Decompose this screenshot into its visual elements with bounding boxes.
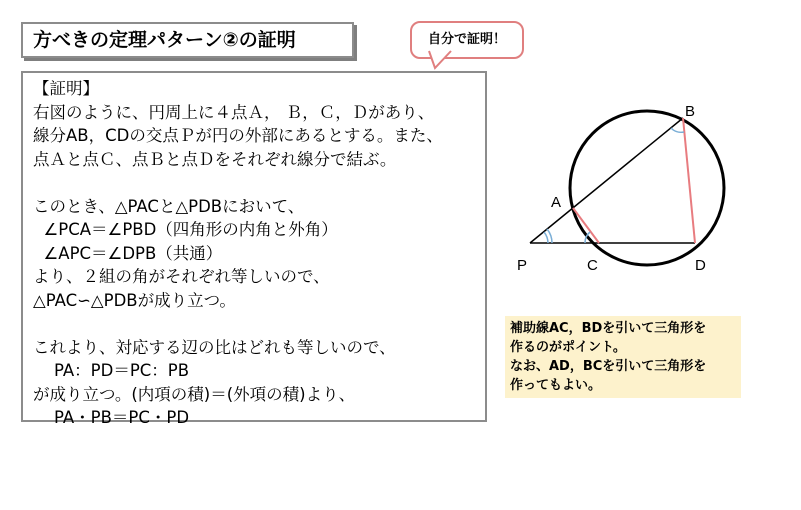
note-line: 作ってもよい。 [510, 378, 602, 393]
proof-line [33, 312, 485, 336]
proof-line: △PAC∽△PDBが成り立つ。 [33, 290, 236, 310]
proof-line: 点Ａと点Ｃ、点Ｂと点Ｄをそれぞれ線分で結ぶ。 [33, 149, 397, 169]
page-title: 方べきの定理パターン②の証明 [21, 22, 354, 58]
callout-bubble: 自分で証明！ [410, 21, 524, 59]
angle-mark-b [671, 128, 684, 132]
label-p: P [517, 257, 528, 274]
proof-line: PA：PD＝PC：PB [33, 361, 190, 380]
secant-pb [530, 118, 683, 243]
note-line: 補助線AC，BDを引いて三角形を [510, 321, 707, 336]
note-line: 作るのがポイント。 [510, 340, 626, 355]
proof-line: このとき、△PACと△PDBにおいて、 [33, 196, 305, 216]
proof-line: 【証明】 [33, 79, 99, 98]
angle-mark-p-inner [544, 232, 548, 243]
proof-box [21, 71, 487, 427]
callout-tail [425, 50, 455, 70]
label-a: A [551, 194, 562, 211]
proof-line: ∠APC＝∠DPB（共通） [33, 243, 223, 263]
proof-line [33, 171, 485, 195]
proof-line: 右図のように、円周上に４点Ａ， Ｂ，Ｃ，Ｄがあり、 [33, 102, 435, 122]
proof-line: が成り立つ。(内項の積)＝(外項の積)より、 [33, 384, 356, 404]
proof-line: ∠PCA＝∠PBD（四角形の内角と外角） [33, 220, 338, 239]
proof-line: これより、対応する辺の比はどれも等しいので、 [33, 337, 396, 357]
label-c: C [587, 257, 598, 274]
label-d: D [695, 257, 706, 274]
circle-outline [570, 111, 724, 265]
geometry-diagram [505, 100, 735, 280]
chord-bd [683, 118, 695, 243]
note-line: なお、AD，BCを引いて三角形を [510, 359, 707, 374]
hint-note [505, 316, 741, 398]
label-b: B [685, 103, 696, 120]
proof-line: 線分AB，CDの交点Ｐが円の外部にあるとする。また、 [33, 126, 443, 145]
proof-line: より、２組の角がそれぞれ等しいので、 [33, 267, 330, 286]
proof-line: PA・PB＝PC・PD [33, 408, 190, 427]
